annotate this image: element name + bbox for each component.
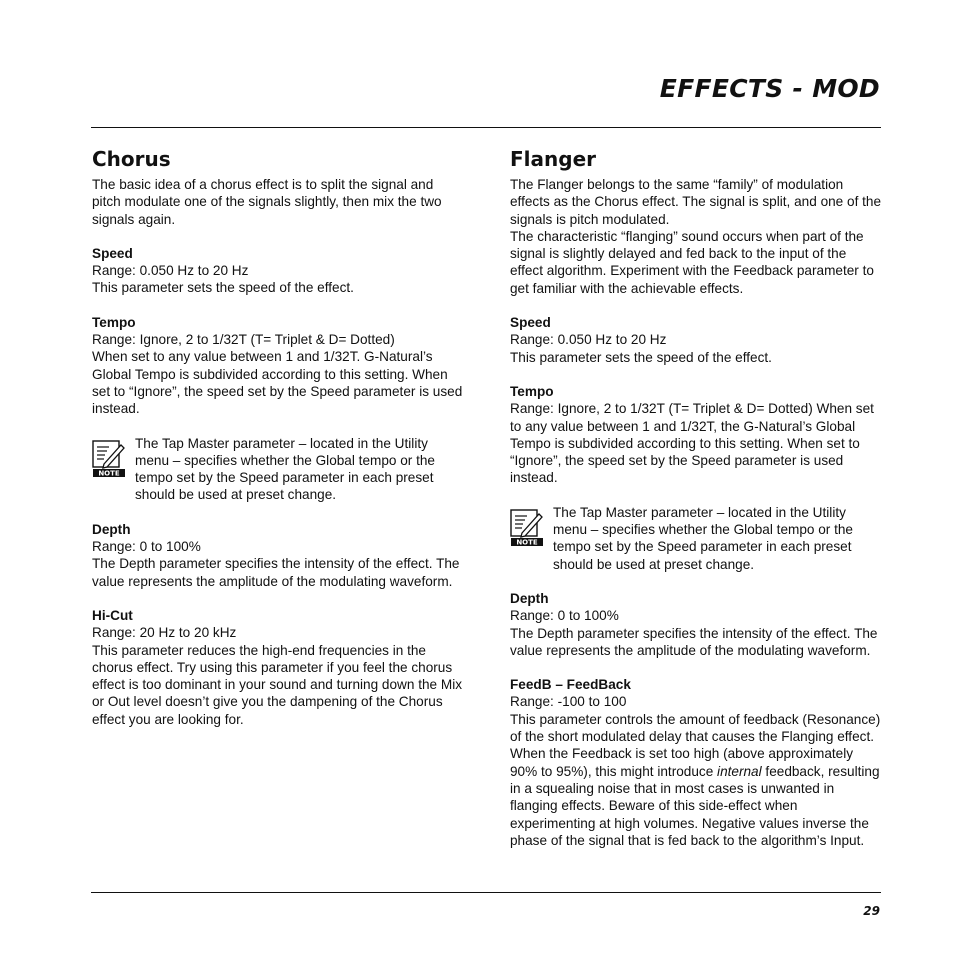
feedback-desc-italic: internal — [717, 763, 762, 779]
flanger-heading: Flanger — [510, 147, 596, 171]
page-number: 29 — [863, 904, 880, 918]
chorus-tempo-range: Range: Ignore, 2 to 1/32T (T= Triplet & D= Dotted) — [92, 332, 395, 348]
flanger-depth-desc: The Depth parameter specifies the intensity of the effect. The value represents the amplitude of the modulating waveform. — [510, 625, 878, 658]
chorus-tempo-name: Tempo — [92, 314, 136, 330]
header-divider — [91, 127, 881, 128]
chorus-hicut-block — [92, 607, 464, 728]
flanger-tempo-range: Range: Ignore, 2 to 1/32T (T= Triplet & D= Dotted) When set to any value between 1 and 1/32T, the G-Natural’s Global Tempo is subdivided according to this setting. When set to “Ignore”, the speed set by the Speed parameter is used instead. — [510, 401, 874, 486]
flanger-feedback-block — [510, 676, 882, 849]
note-icon — [92, 440, 128, 478]
chorus-intro: The basic idea of a chorus effect is to split the signal and pitch modulate one of the signals slightly, then mix the two signals again. — [92, 177, 442, 227]
flanger-speed-block — [510, 314, 882, 366]
note-icon — [510, 509, 546, 547]
feedback-desc-part-2: feedback, resulting in a squealing noise that in most cases is unwanted in flanging effects. Beware of this side-effect when experimenting at high volumes. Negative values inverse the phase of the signal that is fed back to the algorithm’s Input. — [510, 763, 880, 848]
chorus-hicut-name: Hi-Cut — [92, 607, 133, 623]
flanger-depth-range: Range: 0 to 100% — [510, 608, 619, 624]
flanger-depth-name: Depth — [510, 590, 549, 606]
flanger-tempo-block — [510, 383, 882, 487]
chorus-speed-block — [92, 245, 464, 297]
flanger-intro-1: The Flanger belongs to the same “family” of modulation effects as the Chorus effect. The signal is split, and one of the signals is pitch modulated. — [510, 177, 882, 227]
chorus-note-text: The Tap Master parameter – located in the Utility menu – specifies whether the Global tempo or the tempo set by the Speed parameter in each preset should be used at preset change. — [135, 435, 435, 503]
flanger-depth-block — [510, 590, 882, 659]
flanger-feedback-range: Range: -100 to 100 — [510, 694, 627, 710]
flanger-speed-desc: This parameter sets the speed of the effect. — [510, 349, 772, 365]
page-title: EFFECTS - MOD — [659, 74, 880, 103]
chorus-speed-name: Speed — [92, 245, 133, 261]
chorus-tempo-desc: When set to any value between 1 and 1/32T. G-Natural’s Global Tempo is subdivided according to this setting. When set to “Ignore”, the speed set by the Speed parameter is used instead. — [92, 349, 463, 417]
flanger-note — [510, 504, 882, 573]
chorus-hicut-desc: This parameter reduces the high-end frequencies in the chorus effect. Try using this parameter if you feel the chorus effect is too dominant in your sound and turning down the Mix or Out level doesn’t give you the dampening of the Chorus effect you are looking for. — [92, 642, 463, 727]
feedback-desc-part-1: This parameter controls the amount of feedback (Resonance) of the short modulated delay that causes the Flanging effect. When the Feedback is set too high (above approximately 90% to 95%), this might introduce — [510, 711, 881, 779]
chorus-hicut-range: Range: 20 Hz to 20 kHz — [92, 625, 237, 641]
chorus-depth-desc: The Depth parameter specifies the intensity of the effect. The value represents the amplitude of the modulating waveform. — [92, 556, 460, 589]
flanger-intro-2: The characteristic “flanging” sound occurs when part of the signal is slightly delayed and fed back to the input of the effect algorithm. Experiment with the Feedback parameter to get familiar with the achievable effects. — [510, 228, 874, 296]
chorus-speed-desc: This parameter sets the speed of the effect. — [92, 280, 354, 296]
chorus-depth-name: Depth — [92, 521, 131, 537]
flanger-tempo-name: Tempo — [510, 383, 554, 399]
chorus-tempo-block — [92, 314, 464, 418]
flanger-speed-range: Range: 0.050 Hz to 20 Hz — [510, 332, 667, 348]
chorus-depth-block — [92, 521, 464, 590]
chorus-depth-range: Range: 0 to 100% — [92, 539, 201, 555]
chorus-column — [92, 146, 464, 728]
svg-text:NOTE: NOTE — [516, 538, 538, 547]
chorus-heading: Chorus — [92, 147, 171, 171]
chorus-note — [92, 435, 464, 504]
svg-text:NOTE: NOTE — [98, 469, 120, 478]
footer-divider — [91, 892, 881, 893]
flanger-note-text: The Tap Master parameter – located in the Utility menu – specifies whether the Global tempo or the tempo set by the Speed parameter in each preset should be used at preset change. — [553, 504, 853, 572]
flanger-column — [510, 146, 882, 849]
flanger-speed-name: Speed — [510, 315, 551, 331]
chorus-speed-range: Range: 0.050 Hz to 20 Hz — [92, 263, 249, 279]
flanger-feedback-desc — [510, 711, 882, 849]
flanger-feedback-name: FeedB – FeedBack — [510, 677, 631, 693]
